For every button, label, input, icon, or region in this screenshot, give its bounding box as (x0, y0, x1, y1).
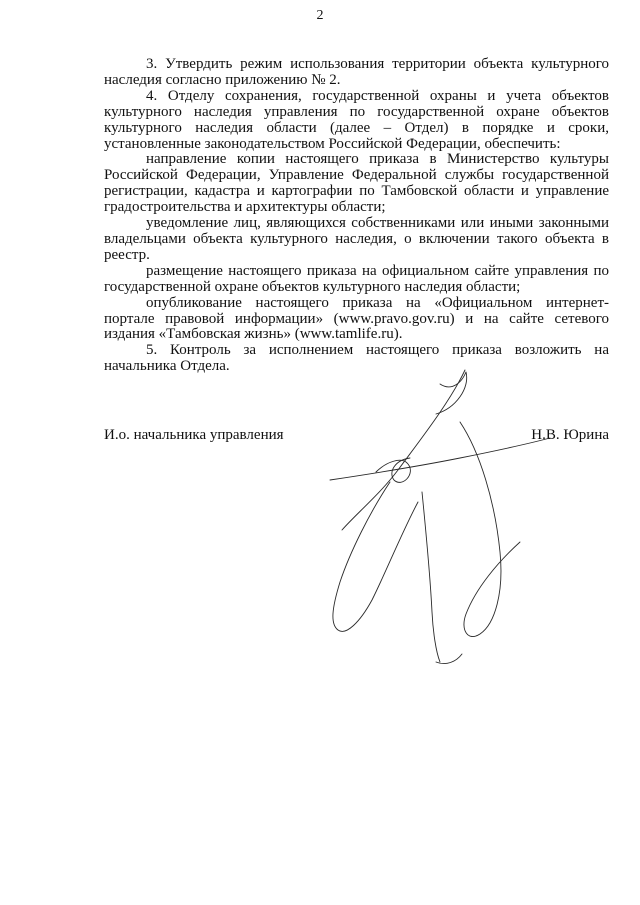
paragraph-post-website: размещение настоящего приказа на официальном сайте управления по государственной охране объектов культурного наследия области; (104, 262, 609, 295)
signer-title: И.о. начальника управления (104, 427, 284, 443)
signer-name: Н.В. Юрина (531, 427, 609, 443)
page-number: 2 (316, 8, 324, 23)
document-body (104, 57, 609, 375)
paragraph-item-5: 5. Контроль за исполнением настоящего приказа возложить на начальника Отдела. (104, 342, 609, 375)
handwritten-signature-icon (290, 362, 590, 692)
paragraph-send-copy: направление копии настоящего приказа в Министерство культуры Российской Федерации, Управление Федеральной службы государственной регистрации, кадастра и картографии по Тамбовской области и управление градостроительства и архитектуры области; (104, 151, 609, 216)
paragraph-item-4: 4. Отделу сохранения, государственной охраны и учета объектов культурного наследия управления по государственной охране объектов культурного наследия области (далее – Отдел) в порядке и сроки, установленные законодательством Российской Федерации, обеспечить: (104, 87, 609, 152)
paragraph-notify-owners: уведомление лиц, являющихся собственниками или иными законными владельцами объекта культурного наследия, о включении такого объекта в реестр. (104, 215, 609, 263)
paragraph-item-3: 3. Утвердить режим использования территории объекта культурного наследия согласно приложению № 2. (104, 56, 609, 88)
paragraph-publish: опубликование настоящего приказа на «Официальном интернет-портале правовой информации» (www.pravo.gov.ru) и на сайте сетевого издания «Тамбовская жизнь» (www.tamlife.ru). (104, 294, 609, 343)
